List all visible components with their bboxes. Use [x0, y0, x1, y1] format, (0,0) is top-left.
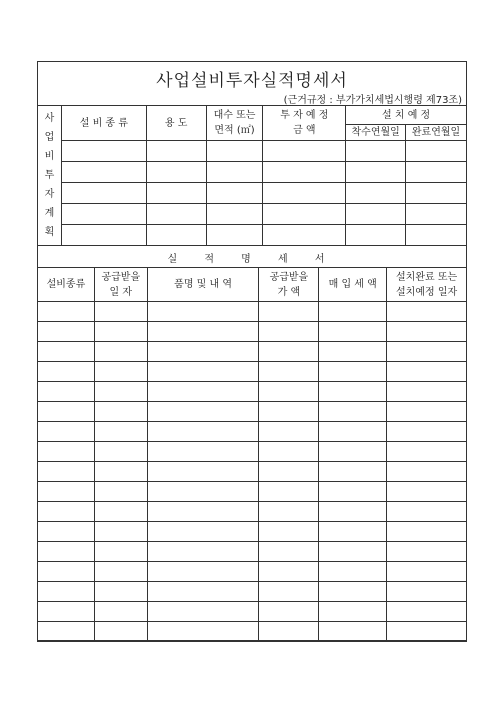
- actual-cell[interactable]: [94, 422, 147, 442]
- actual-cell[interactable]: [387, 322, 467, 342]
- header-item-detail: 품명 및 내 역: [147, 268, 259, 302]
- actual-cell[interactable]: [259, 482, 319, 502]
- actual-cell[interactable]: [259, 322, 319, 342]
- actual-row: [38, 342, 467, 362]
- actual-cell[interactable]: [319, 302, 387, 322]
- actual-row: [38, 462, 467, 482]
- actual-cell[interactable]: [387, 362, 467, 382]
- header-start-date: 착수연월일: [346, 125, 406, 141]
- plan-row: [38, 162, 467, 183]
- actual-row: [38, 622, 467, 642]
- actual-cell[interactable]: [94, 522, 147, 542]
- header-supply-date: 공급받을 일 자: [94, 268, 147, 302]
- plan-row: [38, 225, 467, 246]
- actual-cell[interactable]: [259, 442, 319, 462]
- actual-cell[interactable]: [319, 422, 387, 442]
- actual-cell[interactable]: [319, 482, 387, 502]
- actual-cell[interactable]: [38, 482, 95, 502]
- actual-cell[interactable]: [94, 322, 147, 342]
- actual-table: [37, 267, 467, 642]
- header-invest-amount: 투 자 예 정 금 액: [263, 106, 346, 141]
- actual-row: [38, 442, 467, 462]
- actual-cell[interactable]: [319, 382, 387, 402]
- actual-cell[interactable]: [259, 462, 319, 482]
- actual-row: [38, 362, 467, 382]
- actual-cell[interactable]: [147, 602, 259, 622]
- actual-cell[interactable]: [94, 562, 147, 582]
- actual-row: [38, 482, 467, 502]
- actual-cell[interactable]: [259, 602, 319, 622]
- actual-cell[interactable]: [259, 622, 319, 642]
- actual-cell[interactable]: [38, 602, 95, 622]
- actual-row: [38, 302, 467, 322]
- actual-cell[interactable]: [147, 422, 259, 442]
- actual-row: [38, 522, 467, 542]
- actual-cell[interactable]: [94, 402, 147, 422]
- header-install-date: 설치완료 또는 설치예정 일자: [387, 268, 467, 302]
- actual-cell[interactable]: [94, 342, 147, 362]
- actual-cell[interactable]: [319, 622, 387, 642]
- actual-cell[interactable]: [259, 342, 319, 362]
- actual-cell[interactable]: [319, 582, 387, 602]
- actual-row: [38, 382, 467, 402]
- actual-cell[interactable]: [38, 362, 95, 382]
- header-equipment-type: 설 비 종 류: [61, 106, 146, 141]
- actual-cell[interactable]: [319, 602, 387, 622]
- actual-cell[interactable]: [147, 502, 259, 522]
- actual-cell[interactable]: [38, 442, 95, 462]
- actual-cell[interactable]: [387, 622, 467, 642]
- actual-cell[interactable]: [94, 302, 147, 322]
- actual-row: [38, 562, 467, 582]
- actual-cell[interactable]: [387, 562, 467, 582]
- actual-cell[interactable]: [319, 502, 387, 522]
- actual-cell[interactable]: [147, 542, 259, 562]
- actual-cell[interactable]: [387, 522, 467, 542]
- actual-cell[interactable]: [387, 382, 467, 402]
- actual-cell[interactable]: [387, 302, 467, 322]
- actual-cell[interactable]: [147, 362, 259, 382]
- actual-cell[interactable]: [94, 622, 147, 642]
- actual-cell[interactable]: [147, 622, 259, 642]
- actual-cell[interactable]: [38, 322, 95, 342]
- header-usage: 용 도: [146, 106, 206, 141]
- actual-cell[interactable]: [147, 302, 259, 322]
- actual-cell[interactable]: [259, 542, 319, 562]
- actual-cell[interactable]: [259, 362, 319, 382]
- form-title: 사업설비투자실적명세서: [156, 71, 348, 91]
- actual-cell[interactable]: [387, 342, 467, 362]
- actual-cell[interactable]: [38, 462, 95, 482]
- actual-cell[interactable]: [387, 602, 467, 622]
- actual-cell[interactable]: [387, 442, 467, 462]
- plan-table: [37, 105, 467, 246]
- actual-cell[interactable]: [38, 542, 95, 562]
- actual-cell[interactable]: [94, 382, 147, 402]
- actual-cell[interactable]: [94, 462, 147, 482]
- actual-cell[interactable]: [38, 422, 95, 442]
- actual-row: [38, 602, 467, 622]
- actual-row: [38, 542, 467, 562]
- actual-cell[interactable]: [147, 322, 259, 342]
- plan-side-label: 사 업 비 투 자 계 획: [38, 106, 62, 246]
- actual-cell[interactable]: [94, 502, 147, 522]
- actual-cell[interactable]: [319, 542, 387, 562]
- actual-cell[interactable]: [319, 562, 387, 582]
- actual-cell[interactable]: [387, 482, 467, 502]
- actual-cell[interactable]: [94, 582, 147, 602]
- actual-cell[interactable]: [147, 482, 259, 502]
- actual-cell[interactable]: [38, 522, 95, 542]
- actual-cell[interactable]: [387, 502, 467, 522]
- header-purchase-tax: 매 입 세 액: [319, 268, 387, 302]
- actual-cell[interactable]: [147, 442, 259, 462]
- header-install-plan: 설 치 예 정: [346, 106, 467, 125]
- actual-cell[interactable]: [147, 382, 259, 402]
- actual-cell[interactable]: [147, 582, 259, 602]
- actual-cell[interactable]: [94, 362, 147, 382]
- legal-basis: (근거규정 : 부가가치세법시행령 제73조): [283, 95, 462, 106]
- actual-cell[interactable]: [147, 342, 259, 362]
- actual-cell[interactable]: [387, 542, 467, 562]
- actual-row: [38, 422, 467, 442]
- actual-cell[interactable]: [319, 362, 387, 382]
- actual-cell[interactable]: [319, 402, 387, 422]
- header-equipment-type: 설비종류: [38, 268, 95, 302]
- actual-cell[interactable]: [38, 582, 95, 602]
- actual-cell[interactable]: [259, 582, 319, 602]
- actual-cell[interactable]: [387, 582, 467, 602]
- actual-cell[interactable]: [319, 462, 387, 482]
- actual-cell[interactable]: [387, 462, 467, 482]
- actual-cell[interactable]: [38, 622, 95, 642]
- actual-cell[interactable]: [147, 562, 259, 582]
- actual-cell[interactable]: [38, 382, 95, 402]
- actual-cell[interactable]: [387, 402, 467, 422]
- actual-cell[interactable]: [38, 562, 95, 582]
- actual-cell[interactable]: [94, 442, 147, 462]
- actual-cell[interactable]: [319, 442, 387, 462]
- actual-cell[interactable]: [259, 522, 319, 542]
- actual-cell[interactable]: [94, 482, 147, 502]
- actual-cell[interactable]: [259, 302, 319, 322]
- header-end-date: 완료연월일: [406, 125, 467, 141]
- actual-cell[interactable]: [319, 522, 387, 542]
- actual-cell[interactable]: [94, 542, 147, 562]
- header-count-area: 대수 또는 면적 (㎡): [206, 106, 263, 141]
- actual-cell[interactable]: [147, 402, 259, 422]
- actual-row: [38, 582, 467, 602]
- actual-row: [38, 502, 467, 522]
- investment-form: [37, 61, 467, 641]
- actual-cell[interactable]: [38, 342, 95, 362]
- actual-cell[interactable]: [259, 562, 319, 582]
- actual-cell[interactable]: [38, 502, 95, 522]
- actual-cell[interactable]: [319, 342, 387, 362]
- actual-row: [38, 322, 467, 342]
- actual-cell[interactable]: [259, 382, 319, 402]
- plan-row: [38, 204, 467, 225]
- header-supply-price: 공급받을 가 액: [259, 268, 319, 302]
- plan-row: [38, 183, 467, 204]
- actual-section-title: 실 적 명 세 서: [167, 254, 337, 265]
- actual-cell[interactable]: [147, 522, 259, 542]
- actual-cell[interactable]: [259, 502, 319, 522]
- actual-cell[interactable]: [259, 422, 319, 442]
- actual-cell[interactable]: [387, 422, 467, 442]
- actual-cell[interactable]: [38, 402, 95, 422]
- actual-row: [38, 402, 467, 422]
- actual-cell[interactable]: [259, 402, 319, 422]
- plan-row: [38, 141, 467, 162]
- actual-cell[interactable]: [94, 602, 147, 622]
- actual-cell[interactable]: [38, 302, 95, 322]
- actual-cell[interactable]: [319, 322, 387, 342]
- actual-cell[interactable]: [147, 462, 259, 482]
